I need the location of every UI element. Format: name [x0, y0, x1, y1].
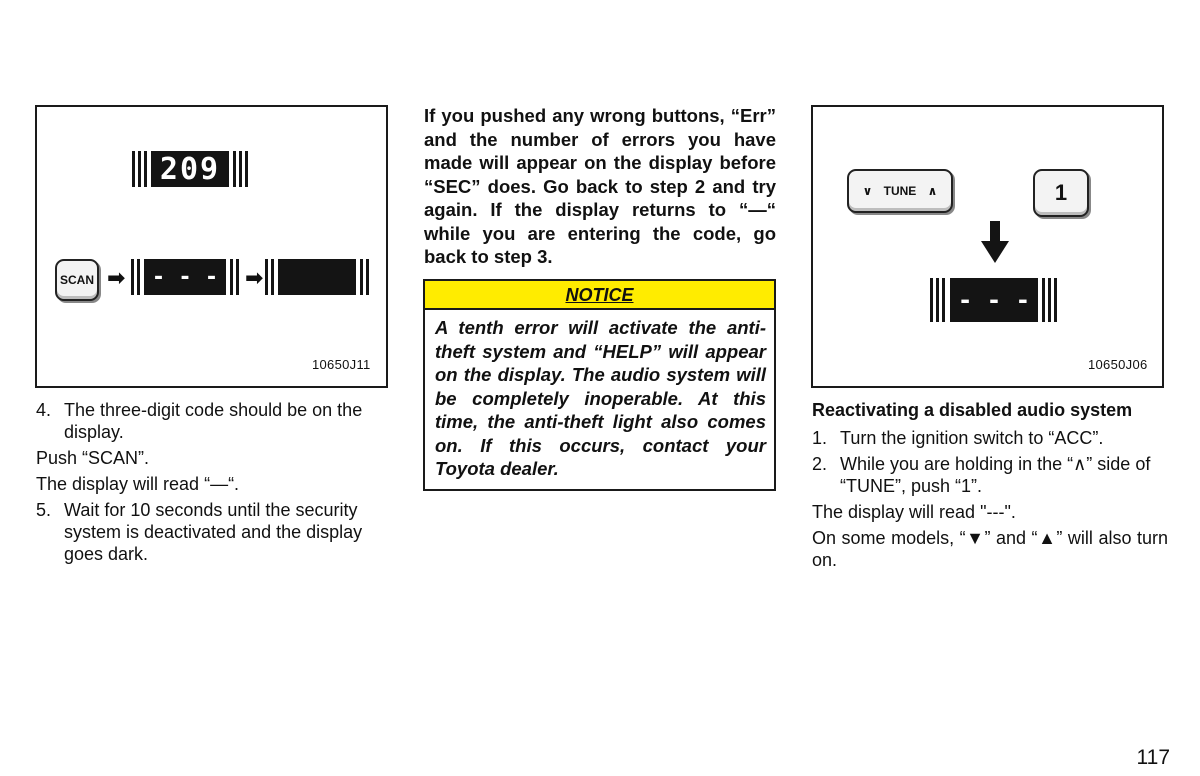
- lcd-dash-left-bars: [930, 278, 945, 322]
- tune-label: TUNE: [883, 184, 917, 198]
- tune-down-icon: ∨: [862, 184, 873, 198]
- figure-tune-preset: [811, 105, 1164, 388]
- notice-body: A tenth error will activate the anti-theft system and “HELP” will appear on the display. The audio system will be completely inoperable. At this time, the anti-theft light also comes on. If this occurs, contact your Toyota dealer.: [435, 317, 766, 479]
- step-5: [36, 499, 390, 565]
- step-5-text: Wait for 10 seconds until the security system is deactivated and the display goes dark.: [64, 500, 363, 564]
- preset-label: 1: [1054, 180, 1068, 205]
- right-column-text: [812, 399, 1168, 575]
- step-4: [36, 399, 390, 443]
- step-4-text: The three-digit code should be on the display.: [64, 400, 363, 442]
- scan-label: SCAN: [59, 273, 94, 287]
- notice-title: NOTICE: [425, 281, 774, 310]
- down-arrow-icon: [981, 221, 1009, 265]
- lcd-code-display: 209: [151, 151, 229, 187]
- lcd-dark-left-bars: [265, 259, 274, 295]
- page-number: 117: [1136, 746, 1170, 769]
- step-2-text: While you are holding in the “∧” side of “TUNE”, push “1”.: [840, 454, 1151, 496]
- lcd-dark-right-bars: [360, 259, 369, 295]
- notice-box: [423, 279, 776, 491]
- display-read-text: The display will read "---".: [812, 502, 1016, 522]
- figure-id: 10650J11: [312, 357, 371, 372]
- lcd-dash-display: - - -: [950, 278, 1038, 322]
- step-4-number: 4.: [36, 400, 52, 420]
- some-models-text: On some models, “▼” and “▲” will also turn on.: [812, 528, 1168, 570]
- step-2: [812, 453, 1168, 497]
- right-arrow-icon: ➡: [245, 265, 264, 290]
- step-2-number: 2.: [812, 454, 828, 474]
- figure-scan-sequence: [35, 105, 388, 388]
- lcd-dash-right-bars: [230, 259, 239, 295]
- lcd-dash-right-bars: [1042, 278, 1057, 322]
- lcd-dash-display: - - -: [144, 259, 226, 295]
- left-column-text: [36, 399, 390, 569]
- tune-up-icon: ∧: [927, 184, 938, 198]
- scan-button-illustration: [55, 259, 99, 301]
- step-1-text: Turn the ignition switch to “ACC”.: [840, 428, 1104, 448]
- display-read-text: The display will read “—“.: [36, 474, 240, 494]
- step-1: [812, 427, 1168, 449]
- lcd-dark-display: [278, 259, 356, 295]
- tune-button-illustration: [847, 169, 953, 213]
- step-1-number: 1.: [812, 428, 828, 448]
- wrong-buttons-paragraph: If you pushed any wrong buttons, “Err” and the number of errors you have made will appear on the display before “SEC” does. Go back to step 2 and try again. If the display returns to “—“ while you are entering the code, go back to step 3.: [424, 105, 776, 267]
- section-heading: Reactivating a disabled audio system: [812, 400, 1133, 420]
- lcd-left-bars: [132, 151, 147, 187]
- figure-id: 10650J06: [1088, 357, 1148, 372]
- lcd-right-bars: [233, 151, 248, 187]
- lcd-dash-left-bars: [131, 259, 140, 295]
- preset-1-button-illustration: [1033, 169, 1089, 217]
- step-5-number: 5.: [36, 500, 52, 520]
- right-arrow-icon: ➡: [107, 265, 126, 290]
- push-scan-text: Push “SCAN”.: [36, 448, 150, 468]
